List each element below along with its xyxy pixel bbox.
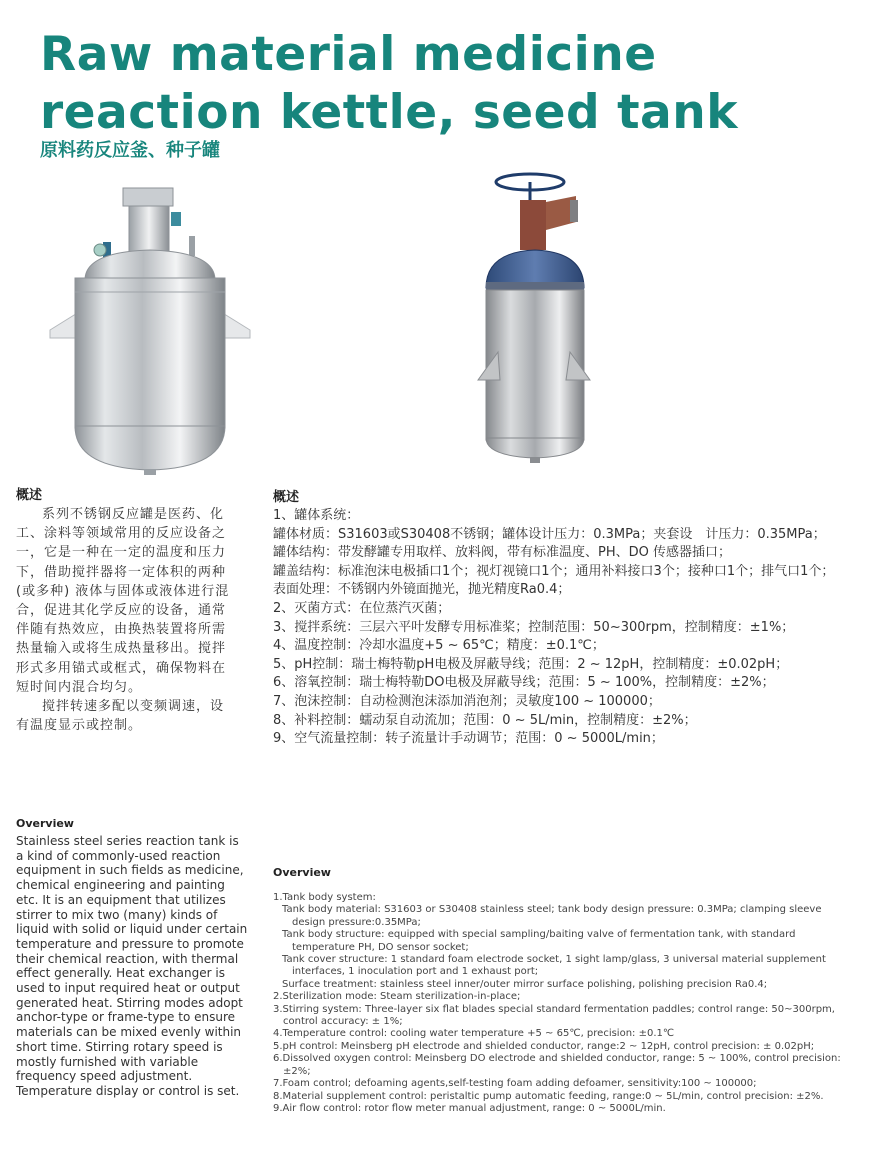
spec-item-cn: 罐体结构：带发酵罐专用取样、放料阀，带有标准温度、PH、DO 传感器插口； xyxy=(273,545,731,561)
spec-item-cn: 5、pH控制：瑞士梅特勒pH电极及屏蔽导线；范围：2 ~ 12pH，控制精度：±0.02pH； xyxy=(273,656,789,672)
left-paragraph-2: 搅拌转速多配以变频调速，设有温度显示或控制。 xyxy=(16,699,225,734)
spec-item-en: Tank body material: S31603 or S30408 stainless steel; tank body design pressure: 0.3MPa; clamping sleeve design pressure:0.35MPa; xyxy=(282,904,822,928)
right-spec-list-en xyxy=(273,892,853,1115)
left-description-cn xyxy=(16,505,234,735)
spec-item-en: Tank cover structure: 1 standard foam electrode socket, 1 sight lamp/glass, 3 universal material supplement interfaces, 1 inoculation port and 1 exhaust port; xyxy=(282,954,826,978)
spec-item-en: Surface treatment: stainless steel inner/outer mirror surface polishing, polishing precision Ra0.4; xyxy=(282,978,768,990)
spec-item-cn: 表面处理：不锈钢内外镜面抛光，抛光精度Ra0.4； xyxy=(273,582,571,598)
spec-item-cn: 4、温度控制：冷却水温度+5 ~ 65℃；精度：±0.1℃； xyxy=(273,638,605,654)
spec-item-cn: 8、补料控制：蠕动泵自动流加；范围：0 ~ 5L/min，控制精度：±2%； xyxy=(273,712,697,728)
spec-item-cn: 1、罐体系统： xyxy=(273,508,360,523)
spec-item-cn: 罐盖结构：标准泡沫电极插口1个；视灯视镜口1个；通用补料接口3个；接种口1个；排气口1个； xyxy=(273,563,835,579)
right-heading-cn: 概述 xyxy=(273,490,300,505)
right-spec-list-cn xyxy=(273,507,848,749)
spec-item-en: 5.pH control: Meinsberg pH electrode and shielded conductor, range:2 ~ 12pH, control precision: ± 0.02pH; xyxy=(273,1040,815,1052)
spec-item-en: Tank body structure: equipped with special sampling/baiting valve of fermentation tank, with standard temperature PH, DO sensor socket; xyxy=(282,929,796,953)
spec-item-en: 3.Stirring system: Three-layer six flat blades special standard fermentation paddles; control range: 50~300rpm, control accuracy: ± 1%; xyxy=(273,1003,835,1028)
spec-item-cn: 罐体材质：S31603或S30408不锈钢；罐体设计压力：0.3MPa；夹套设 计压力：0.35MPa； xyxy=(273,526,826,542)
spec-item-cn: 7、泡沫控制：自动检测泡沫添加消泡剂；灵敏度100 ~ 100000； xyxy=(273,693,661,709)
spec-item-en: 8.Material supplement control: peristaltic pump automatic feeding, range:0 ~ 5L/min, control precision: ±2%. xyxy=(273,1090,824,1102)
title-line-2: reaction kettle, seed tank xyxy=(40,85,738,140)
spec-item-en: 9.Air flow control: rotor flow meter manual adjustment, range: 0 ~ 5000L/min. xyxy=(273,1102,666,1114)
spec-item-en: 4.Temperature control: cooling water temperature +5 ~ 65℃, precision: ±0.1℃ xyxy=(273,1028,675,1040)
title-line-1: Raw material medicine xyxy=(40,27,657,82)
spec-item-en: 2.Sterilization mode: Steam sterilization-in-place; xyxy=(273,991,521,1003)
left-heading-cn: 概述 xyxy=(16,488,43,503)
spec-item-cn: 3、搅拌系统：三层六平叶发酵专用标准桨；控制范围：50~300rpm，控制精度：±1%； xyxy=(273,619,795,635)
seed-tank-image xyxy=(470,170,600,465)
left-heading-en: Overview xyxy=(16,817,74,830)
left-paragraph-1: 系列不锈钢反应罐是医药、化工、涂料等领域常用的反应设备之一，它是一种在一定的温度和压力下，借助搅拌器将一定体积的两种 (或多种) 液体与固体或液体进行混合，促进其化学反应的设备，通常伴随有热效应，由换热装置将所需热量输入或将生成热量移出。搅拌形式多用锚式或框式，确保物料在短时间内混合均匀。 xyxy=(16,507,230,695)
subtitle-cn: 原料药反应釜、种子罐 xyxy=(40,140,220,161)
spec-item-en: 1.Tank body system: xyxy=(273,892,376,903)
page-title xyxy=(40,26,738,142)
spec-item-cn: 2、灭菌方式：在位蒸汽灭菌； xyxy=(273,600,451,616)
spec-item-en: 7.Foam control; defoaming agents,self-testing foam adding defoamer, sensitivity:100 ~ 100000; xyxy=(273,1078,757,1090)
reaction-kettle-image xyxy=(45,180,255,480)
spec-item-cn: 6、溶氧控制：瑞士梅特勒DO电极及屏蔽导线；范围：5 ~ 100%，控制精度：±2%； xyxy=(273,675,775,691)
spec-item-cn: 9、空气流量控制：转子流量计手动调节；范围：0 ~ 5000L/min； xyxy=(273,731,664,747)
right-heading-en: Overview xyxy=(273,866,331,879)
left-description-en: Stainless steel series reaction tank is a kind of commonly-used reaction equipment in such fields as medicine, chemical engineering and painting etc. It is an equipment that utilizes stirrer to mix two (many) kinds of liquid with solid or liquid under certain temperature and pressure to promote their chemical reaction, with thermal effect generally. Heat exchanger is used to input required heat or output generated heat. Stirring modes adopt anchor-type or frame-type to ensure materials can be mixed evenly within short time. Stirring rotary speed is mostly furnished with variable frequency speed adjustment. Temperature display or control is set. xyxy=(16,834,248,1098)
spec-item-en: 6.Dissolved oxygen control: Meinsberg DO electrode and shielded conductor, range: 5 ~ 100%, control precision: ±2%; xyxy=(273,1053,841,1077)
